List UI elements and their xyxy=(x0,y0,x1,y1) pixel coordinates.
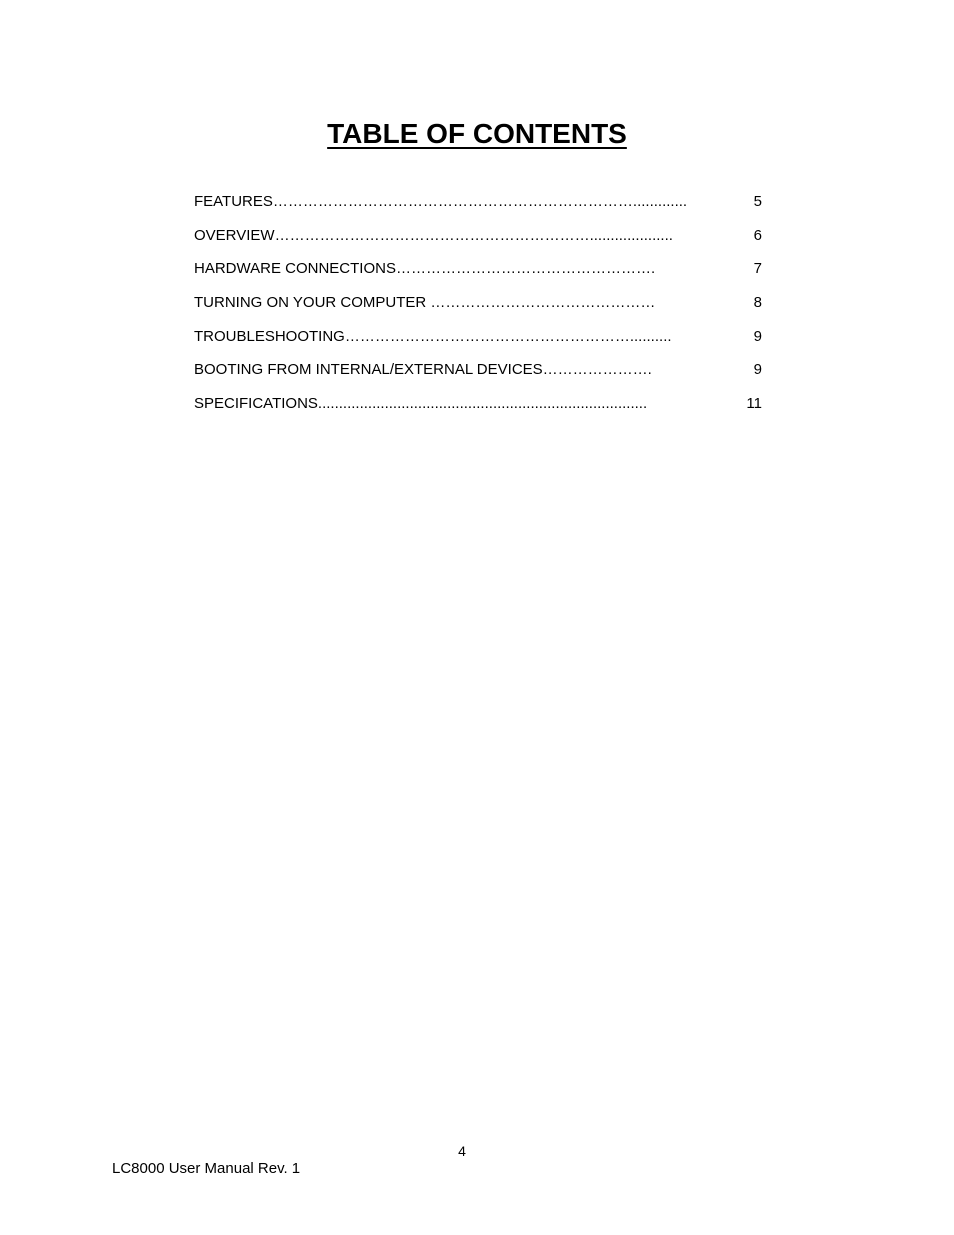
toc-entry-label: TURNING ON YOUR COMPUTER ……………………………………… xyxy=(194,294,656,312)
page-title: TABLE OF CONTENTS xyxy=(327,118,627,149)
toc-entry-page: 5 xyxy=(753,193,762,210)
toc-entry-specifications xyxy=(194,392,762,426)
page-number: 4 xyxy=(458,1143,466,1159)
toc-entry-booting xyxy=(194,358,762,392)
toc-entry-label: HARDWARE CONNECTIONS……………………………………………. xyxy=(194,260,656,278)
toc-list xyxy=(194,190,762,426)
toc-entry-features xyxy=(194,190,762,224)
toc-entry-label: SPECIFICATIONS............................................................................... xyxy=(194,395,648,413)
toc-entry-overview xyxy=(194,224,762,258)
toc-entry-turning-on xyxy=(194,291,762,325)
footer-text: LC8000 User Manual Rev. 1 xyxy=(112,1160,301,1177)
toc-entry-label: BOOTING FROM INTERNAL/EXTERNAL DEVICES…………………. xyxy=(194,361,652,379)
toc-entry-hardware-connections xyxy=(194,257,762,291)
toc-entry-page: 6 xyxy=(753,226,762,244)
toc-entry-troubleshooting xyxy=(194,325,762,359)
toc-entry-label: FEATURES………………………………………………………………............. xyxy=(194,193,688,210)
toc-entry-label: OVERVIEW……………………………………………………….................... xyxy=(194,226,673,244)
toc-entry-page: 7 xyxy=(753,260,762,278)
toc-entry-page: 9 xyxy=(753,327,762,345)
toc-entry-page: 11 xyxy=(746,395,762,413)
toc-entry-page: 8 xyxy=(753,294,762,312)
toc-entry-page: 9 xyxy=(753,361,762,379)
toc-entry-label: TROUBLESHOOTING………………………………………………….......... xyxy=(194,327,672,345)
